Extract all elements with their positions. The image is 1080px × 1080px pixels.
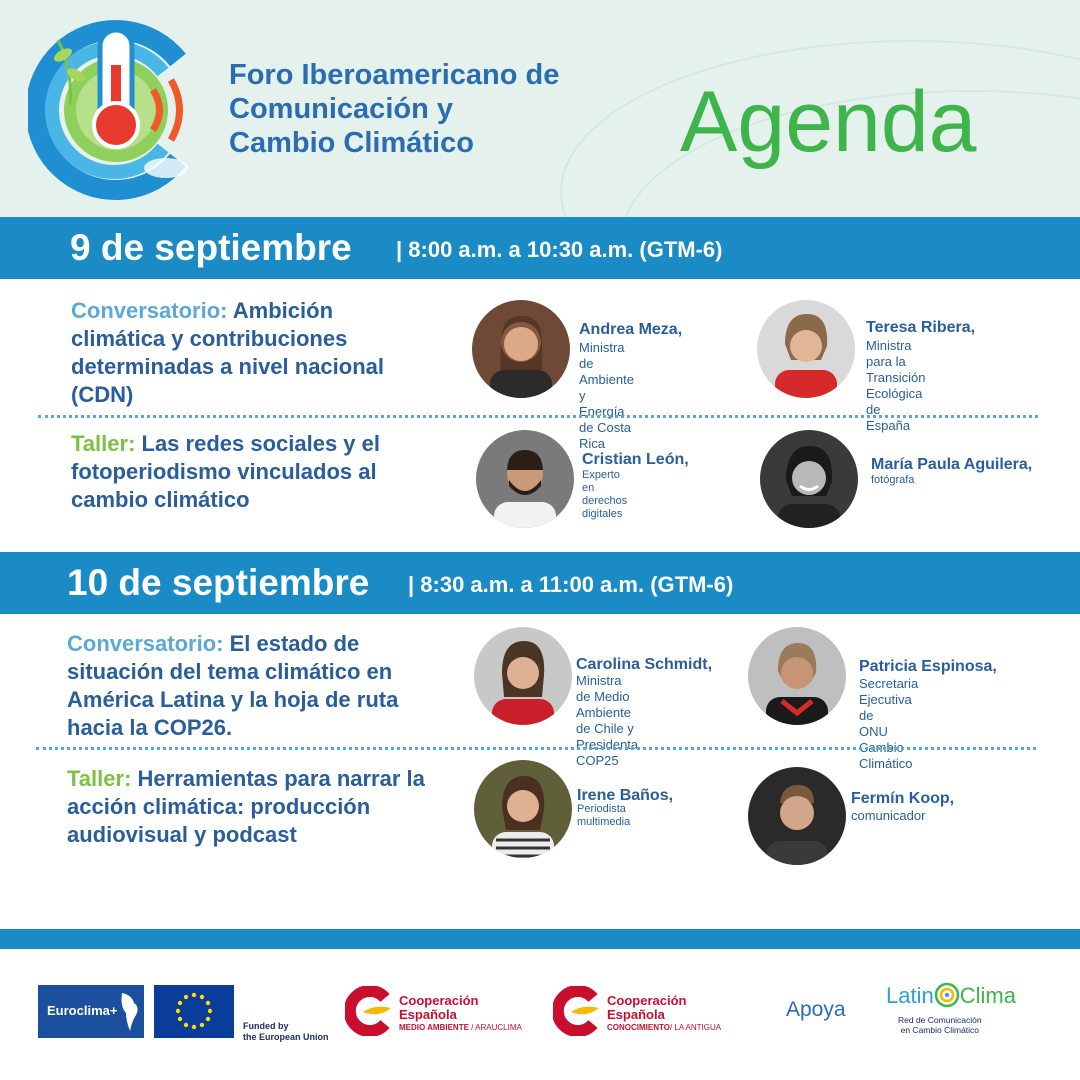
speaker-role: Ministra de Ambiente y Energía de Costa Rica [579,340,634,451]
speaker-name: Teresa Ribera, [866,319,976,336]
avatar [760,430,858,528]
coop-program: MEDIO AMBIENTE / ARAUCLIMA [399,1023,522,1032]
day-band-2 [0,552,1080,614]
eu-flag-icon [154,985,234,1038]
speaker-name: Andrea Meza, [579,321,683,338]
session-title: El estado de situación del tema climático en América Latina y la hoja de ruta hacia la COP26. [67,631,399,740]
avatar [757,300,855,398]
latinclima-wordmark: Latin Clima [886,983,1016,1008]
cooperacion-medio-ambiente-logo [345,986,535,1038]
speaker-name: Fermín Koop, [851,790,955,807]
apoya-label: Apoya [786,998,846,1021]
spiral-icon [934,982,960,1008]
session-kind: Conversatorio: [71,298,228,323]
session-description [71,297,401,409]
day-band-1 [0,217,1080,279]
speaker-role: fotógrafa [871,474,915,486]
avatar [748,627,846,725]
speaker-role: Secretaria Ejecutiva de ONU Cambio Climático [859,676,919,771]
avatar [474,760,572,858]
speaker-role: Ministra para la Transición Ecológica de España [866,338,926,433]
euroclima-label: Euroclima+ [47,1003,118,1018]
day-time: | 8:30 a.m. a 11:00 a.m. (GTM-6) [408,572,734,597]
forum-logo-icon [28,10,218,210]
speaker-role: comunicador [851,808,926,823]
cooperacion-espanola-icon [553,986,601,1036]
speaker-role: Ministra de Medio Ambiente de Chile y Presidenta COP25 [576,673,639,768]
session-divider [36,747,1036,750]
speaker-name: María Paula Aguilera, [871,456,1033,473]
session-kind: Taller: [67,766,132,791]
funded-by-eu: Funded by the European Union [243,1021,329,1042]
session-kind: Conversatorio: [67,631,224,656]
speaker-role: Periodista multimedia [577,803,631,828]
speaker-role: Experto en derechos digitales [582,469,628,520]
cooperacion-espanola-icon [345,986,393,1036]
header [0,0,1080,217]
latinclima-subtitle: Red de Comunicación en Cambio Climático [898,1015,982,1035]
speaker-name: Irene Baños, [577,787,674,804]
day-date: 10 de septiembre [67,562,370,603]
footer-bar [0,929,1080,949]
coop-name: Cooperación Española [607,993,687,1022]
speaker-name: Patricia Espinosa, [859,658,997,675]
session-title: Las redes sociales y el fotoperiodismo vinculados al cambio climático [71,431,380,512]
forum-title: Foro Iberoamericano de Comunicación y Cambio Climático [229,59,560,159]
speaker-name: Cristian León, [582,451,689,468]
session-divider [38,415,1038,418]
session-title: Ambición climática y contribuciones determinadas a nivel nacional (CDN) [71,298,385,407]
session-description [67,630,457,742]
latin-america-map-icon [118,991,142,1033]
speaker-name: Carolina Schmidt, [576,656,713,673]
cooperacion-conocimiento-logo [553,986,743,1038]
avatar [476,430,574,528]
day-time: | 8:00 a.m. a 10:30 a.m. (GTM-6) [396,237,723,262]
avatar [474,627,572,725]
avatar [748,767,846,865]
coop-program: CONOCIMIENTO/ LA ANTIGUA [607,1023,722,1032]
agenda-title: Agenda [680,74,977,170]
session-description [67,765,462,849]
euroclima-logo [38,985,144,1038]
coop-name: Cooperación Española [399,993,479,1022]
latinclima-logo [886,974,1026,1044]
session-kind: Taller: [71,431,136,456]
session-description [71,430,431,514]
session-title: Herramientas para narrar la acción climática: producción audiovisual y podcast [67,766,425,847]
day-date: 9 de septiembre [70,227,352,268]
avatar [472,300,570,398]
